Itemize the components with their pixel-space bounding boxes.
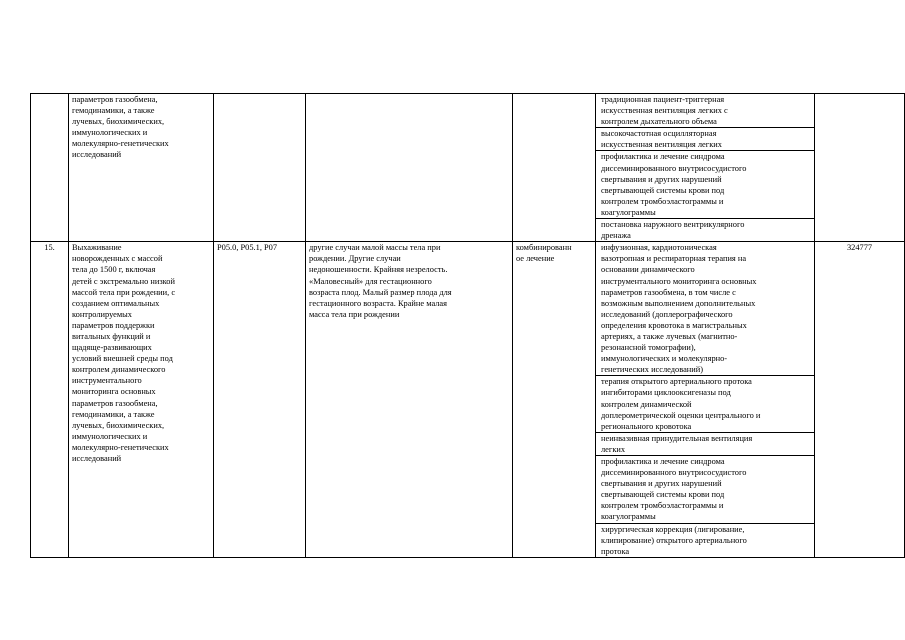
patient-model: [306, 94, 513, 242]
treatment-methods: [596, 94, 815, 242]
treatment-type: [513, 94, 596, 242]
standard-cost: [815, 94, 905, 242]
method-item: профилактика и лечение синдрома диссеминированного внутрисосудистого свертывания и других нарушений свертывающей системы крови под контролем тромбоэластограммы и коагулограммы: [596, 151, 814, 219]
table-row: [31, 242, 905, 558]
icd-codes: [214, 94, 306, 242]
table-row: [31, 94, 905, 242]
method-item: терапия открытого артериального протока ингибиторами циклооксигеназы под контролем динамической доплерометрической оценки центрального и регионального кровотока: [596, 376, 814, 432]
method-item: традиционная пациент-триггерная искусственная вентиляция легких с контролем дыхательного объема: [596, 94, 814, 128]
method-item: высокочастотная осцилляторная искусственная вентиляция легких: [596, 128, 814, 151]
method-item: хирургическая коррекция (лигирование, клипирование) открытого артериального протока: [601, 524, 747, 556]
medical-care-table: [30, 93, 905, 558]
row-number: 15.: [31, 242, 69, 558]
method-item: неинвазивная принудительная вентиляция легких: [596, 433, 814, 456]
method-item: постановка наружного вентрикулярного дренажа: [601, 220, 745, 241]
icd-codes: P05.0, P05.1, P07: [214, 242, 306, 558]
method-item: инфузионная, кардиотоническая вазотропная и респираторная терапия на основании динамического инструментального мониторинга основных параметров газообмена, в том числе с возможным выполнением дополнительных исследований (доплерографического определения кровотока в магистральных артериях, а также лучевых (магнитно- резонансной томографии), иммунологических и молекулярно- генетических исследований): [596, 242, 814, 376]
method-item: профилактика и лечение синдрома диссеминированного внутрисосудистого свертывания и других нарушений свертывающей системы крови под контролем тромбоэластограммы и коагулограммы: [596, 456, 814, 524]
care-type-name: Выхаживание новорожденных с массой тела до 1500 г, включая детей с экстремально низкой массой тела при рождении, с созданием оптимальных контролируемых параметров поддержки витальных функций и щадяще-развивающих условий внешней среды под контролем динамического инструментального мониторинга основных параметров газообмена, гемодинамики, а также лучевых, биохимических, иммунологических и молекулярно-генетических исследований: [69, 242, 214, 558]
treatment-type: комбинированн ое лечение: [513, 242, 596, 558]
standard-cost: 324777: [815, 242, 905, 558]
row-number: [31, 94, 69, 242]
treatment-methods: [596, 242, 815, 558]
patient-model: другие случаи малой массы тела при рождении. Другие случаи недоношенности. Крайняя незрелость. «Маловесный» для гестационного возраста плод. Малый размер плода для гестационного возраста. Крайне малая масса тела при рождении: [306, 242, 513, 558]
care-type-name: параметров газообмена, гемодинамики, а также лучевых, биохимических, иммунологических и молекулярно-генетических исследований: [69, 94, 214, 242]
